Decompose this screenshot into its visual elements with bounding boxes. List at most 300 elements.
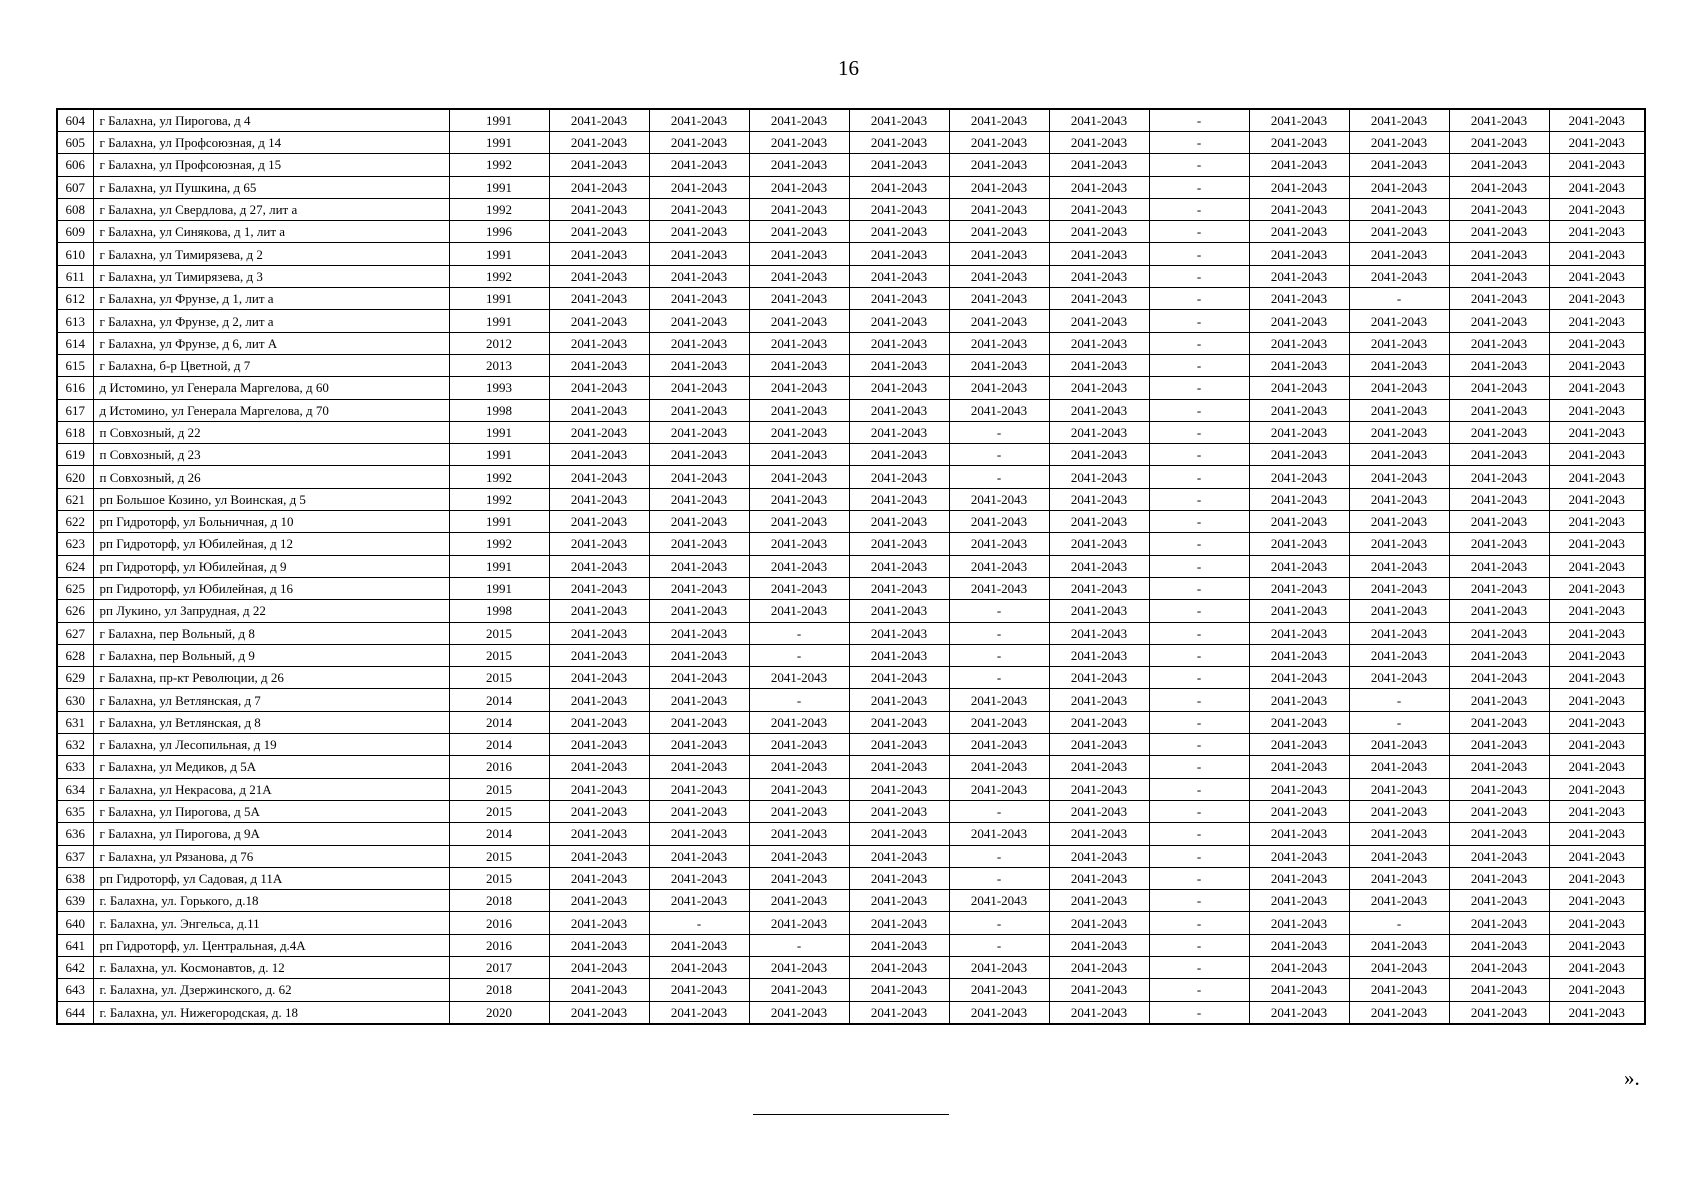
period-cell: 2041-2043 — [1249, 332, 1349, 354]
period-cell: 2041-2043 — [649, 444, 749, 466]
period-cell: 2041-2043 — [649, 109, 749, 132]
period-cell: - — [949, 667, 1049, 689]
period-cell: 2041-2043 — [649, 265, 749, 287]
period-cell: 2041-2043 — [1449, 934, 1549, 956]
address-cell: г Балахна, ул Фрунзе, д 2, лит а — [93, 310, 449, 332]
period-cell: 2041-2043 — [849, 756, 949, 778]
period-cell: 2041-2043 — [1249, 756, 1349, 778]
period-cell: 2041-2043 — [1349, 823, 1449, 845]
table-row — [57, 778, 1645, 800]
period-cell: - — [1149, 667, 1249, 689]
year-cell: 2015 — [449, 667, 549, 689]
period-cell: 2041-2043 — [649, 577, 749, 599]
table-row — [57, 109, 1645, 132]
table-row — [57, 979, 1645, 1001]
period-cell: - — [1149, 533, 1249, 555]
period-cell: 2041-2043 — [649, 890, 749, 912]
period-cell: 2041-2043 — [649, 555, 749, 577]
period-cell: 2041-2043 — [1049, 577, 1149, 599]
period-cell: 2041-2043 — [1549, 800, 1645, 822]
period-cell: 2041-2043 — [1549, 399, 1645, 421]
period-cell: - — [1149, 823, 1249, 845]
repair-schedule-table — [56, 108, 1646, 1025]
period-cell: - — [1349, 711, 1449, 733]
period-cell: 2041-2043 — [749, 421, 849, 443]
period-cell: 2041-2043 — [1049, 823, 1149, 845]
period-cell: 2041-2043 — [649, 667, 749, 689]
year-cell: 1993 — [449, 377, 549, 399]
row-number-cell: 618 — [57, 421, 93, 443]
period-cell: 2041-2043 — [849, 488, 949, 510]
period-cell: 2041-2043 — [1549, 934, 1645, 956]
period-cell: 2041-2043 — [1049, 511, 1149, 533]
period-cell: 2041-2043 — [1349, 198, 1449, 220]
period-cell: 2041-2043 — [1549, 1001, 1645, 1024]
period-cell: 2041-2043 — [1249, 354, 1349, 376]
period-cell: 2041-2043 — [749, 867, 849, 889]
period-cell: - — [1149, 377, 1249, 399]
period-cell: - — [1149, 466, 1249, 488]
table-row — [57, 644, 1645, 666]
period-cell: 2041-2043 — [1349, 622, 1449, 644]
period-cell: 2041-2043 — [1449, 265, 1549, 287]
period-cell: 2041-2043 — [1549, 221, 1645, 243]
row-number-cell: 627 — [57, 622, 93, 644]
period-cell: 2041-2043 — [849, 466, 949, 488]
row-number-cell: 629 — [57, 667, 93, 689]
row-number-cell: 612 — [57, 288, 93, 310]
year-cell: 1991 — [449, 132, 549, 154]
period-cell: 2041-2043 — [649, 176, 749, 198]
period-cell: 2041-2043 — [1049, 600, 1149, 622]
period-cell: 2041-2043 — [849, 734, 949, 756]
period-cell: 2041-2043 — [1449, 577, 1549, 599]
period-cell: 2041-2043 — [749, 109, 849, 132]
period-cell: 2041-2043 — [1449, 644, 1549, 666]
table-row — [57, 845, 1645, 867]
address-cell: г Балахна, ул Некрасова, д 21А — [93, 778, 449, 800]
period-cell: 2041-2043 — [1449, 867, 1549, 889]
period-cell: 2041-2043 — [1249, 600, 1349, 622]
period-cell: 2041-2043 — [1249, 288, 1349, 310]
period-cell: 2041-2043 — [949, 711, 1049, 733]
period-cell: 2041-2043 — [1049, 288, 1149, 310]
period-cell: 2041-2043 — [949, 734, 1049, 756]
period-cell: 2041-2043 — [649, 867, 749, 889]
period-cell: - — [1149, 800, 1249, 822]
period-cell: 2041-2043 — [649, 377, 749, 399]
period-cell: 2041-2043 — [749, 265, 849, 287]
period-cell: 2041-2043 — [949, 890, 1049, 912]
address-cell: г Балахна, ул Тимирязева, д 2 — [93, 243, 449, 265]
period-cell: 2041-2043 — [1049, 354, 1149, 376]
address-cell: г Балахна, пр-кт Революции, д 26 — [93, 667, 449, 689]
period-cell: 2041-2043 — [749, 511, 849, 533]
period-cell: 2041-2043 — [849, 198, 949, 220]
address-cell: г Балахна, ул Тимирязева, д 3 — [93, 265, 449, 287]
period-cell: 2041-2043 — [949, 778, 1049, 800]
period-cell: 2041-2043 — [1349, 132, 1449, 154]
row-number-cell: 625 — [57, 577, 93, 599]
period-cell: 2041-2043 — [1249, 310, 1349, 332]
period-cell: 2041-2043 — [1049, 310, 1149, 332]
period-cell: 2041-2043 — [1049, 444, 1149, 466]
period-cell: 2041-2043 — [549, 421, 649, 443]
period-cell: 2041-2043 — [1349, 667, 1449, 689]
period-cell: 2041-2043 — [1349, 956, 1449, 978]
period-cell: 2041-2043 — [1249, 466, 1349, 488]
period-cell: 2041-2043 — [1549, 711, 1645, 733]
period-cell: 2041-2043 — [549, 622, 649, 644]
period-cell: - — [949, 800, 1049, 822]
address-cell: рп Лукино, ул Запрудная, д 22 — [93, 600, 449, 622]
period-cell: 2041-2043 — [1049, 667, 1149, 689]
row-number-cell: 621 — [57, 488, 93, 510]
period-cell: 2041-2043 — [1349, 221, 1449, 243]
period-cell: - — [949, 466, 1049, 488]
period-cell: - — [949, 934, 1049, 956]
year-cell: 1991 — [449, 555, 549, 577]
period-cell: 2041-2043 — [549, 778, 649, 800]
period-cell: 2041-2043 — [1049, 176, 1149, 198]
table-row — [57, 800, 1645, 822]
year-cell: 2017 — [449, 956, 549, 978]
year-cell: 2020 — [449, 1001, 549, 1024]
address-cell: г Балахна, ул Ветлянская, д 8 — [93, 711, 449, 733]
period-cell: 2041-2043 — [849, 577, 949, 599]
address-cell: рп Гидроторф, ул. Центральная, д.4А — [93, 934, 449, 956]
period-cell: - — [1149, 354, 1249, 376]
period-cell: 2041-2043 — [649, 332, 749, 354]
period-cell: 2041-2043 — [1449, 399, 1549, 421]
table-row — [57, 533, 1645, 555]
table-row — [57, 176, 1645, 198]
period-cell: 2041-2043 — [1349, 577, 1449, 599]
period-cell: 2041-2043 — [549, 823, 649, 845]
table-row — [57, 132, 1645, 154]
period-cell: 2041-2043 — [649, 622, 749, 644]
period-cell: 2041-2043 — [649, 756, 749, 778]
year-cell: 1998 — [449, 399, 549, 421]
period-cell: - — [1149, 198, 1249, 220]
period-cell: 2041-2043 — [1549, 310, 1645, 332]
period-cell: 2041-2043 — [1449, 979, 1549, 1001]
period-cell: - — [749, 934, 849, 956]
table-row — [57, 577, 1645, 599]
period-cell: 2041-2043 — [849, 354, 949, 376]
period-cell: 2041-2043 — [549, 756, 649, 778]
year-cell: 1991 — [449, 511, 549, 533]
period-cell: 2041-2043 — [1349, 890, 1449, 912]
period-cell: 2041-2043 — [1549, 890, 1645, 912]
period-cell: 2041-2043 — [1449, 778, 1549, 800]
period-cell: 2041-2043 — [549, 354, 649, 376]
period-cell: 2041-2043 — [1049, 734, 1149, 756]
year-cell: 1992 — [449, 488, 549, 510]
year-cell: 2015 — [449, 800, 549, 822]
row-number-cell: 623 — [57, 533, 93, 555]
row-number-cell: 607 — [57, 176, 93, 198]
period-cell: 2041-2043 — [549, 667, 649, 689]
period-cell: 2041-2043 — [749, 1001, 849, 1024]
year-cell: 2013 — [449, 354, 549, 376]
period-cell: 2041-2043 — [549, 377, 649, 399]
period-cell: 2041-2043 — [949, 288, 1049, 310]
period-cell: 2041-2043 — [649, 1001, 749, 1024]
period-cell: 2041-2043 — [1249, 444, 1349, 466]
period-cell: 2041-2043 — [549, 176, 649, 198]
period-cell: 2041-2043 — [1349, 778, 1449, 800]
period-cell: 2041-2043 — [749, 488, 849, 510]
row-number-cell: 638 — [57, 867, 93, 889]
page-number: 16 — [838, 56, 859, 80]
period-cell: 2041-2043 — [1549, 756, 1645, 778]
period-cell: 2041-2043 — [749, 533, 849, 555]
period-cell: 2041-2043 — [1549, 132, 1645, 154]
period-cell: 2041-2043 — [1549, 109, 1645, 132]
period-cell: 2041-2043 — [1249, 689, 1349, 711]
period-cell: - — [1149, 421, 1249, 443]
period-cell: - — [1149, 511, 1249, 533]
period-cell: 2041-2043 — [949, 221, 1049, 243]
period-cell: 2041-2043 — [1249, 823, 1349, 845]
row-number-cell: 632 — [57, 734, 93, 756]
period-cell: - — [1349, 288, 1449, 310]
period-cell: 2041-2043 — [1249, 511, 1349, 533]
period-cell: 2041-2043 — [649, 533, 749, 555]
row-number-cell: 643 — [57, 979, 93, 1001]
period-cell: 2041-2043 — [649, 132, 749, 154]
row-number-cell: 609 — [57, 221, 93, 243]
period-cell: - — [949, 622, 1049, 644]
period-cell: 2041-2043 — [1249, 399, 1349, 421]
row-number-cell: 628 — [57, 644, 93, 666]
period-cell: 2041-2043 — [1049, 845, 1149, 867]
year-cell: 2015 — [449, 644, 549, 666]
row-number-cell: 642 — [57, 956, 93, 978]
period-cell: 2041-2043 — [749, 845, 849, 867]
period-cell: 2041-2043 — [649, 288, 749, 310]
period-cell: 2041-2043 — [849, 444, 949, 466]
row-number-cell: 611 — [57, 265, 93, 287]
period-cell: 2041-2043 — [1049, 332, 1149, 354]
period-cell: 2041-2043 — [549, 221, 649, 243]
period-cell: 2041-2043 — [1549, 956, 1645, 978]
row-number-cell: 631 — [57, 711, 93, 733]
year-cell: 2018 — [449, 890, 549, 912]
period-cell: 2041-2043 — [649, 421, 749, 443]
period-cell: 2041-2043 — [1349, 399, 1449, 421]
period-cell: 2041-2043 — [849, 176, 949, 198]
period-cell: 2041-2043 — [1549, 444, 1645, 466]
period-cell: - — [1149, 890, 1249, 912]
period-cell: 2041-2043 — [649, 243, 749, 265]
table-row — [57, 198, 1645, 220]
period-cell: 2041-2043 — [1449, 444, 1549, 466]
period-cell: - — [1349, 912, 1449, 934]
year-cell: 1991 — [449, 109, 549, 132]
period-cell: 2041-2043 — [749, 956, 849, 978]
period-cell: 2041-2043 — [1549, 912, 1645, 934]
period-cell: 2041-2043 — [949, 577, 1049, 599]
table-row — [57, 756, 1645, 778]
period-cell: 2041-2043 — [749, 823, 849, 845]
table-row — [57, 689, 1645, 711]
period-cell: 2041-2043 — [1449, 600, 1549, 622]
period-cell: 2041-2043 — [949, 310, 1049, 332]
period-cell: 2041-2043 — [549, 332, 649, 354]
address-cell: г. Балахна, ул. Нижегородская, д. 18 — [93, 1001, 449, 1024]
period-cell: 2041-2043 — [1449, 198, 1549, 220]
address-cell: рп Гидроторф, ул Юбилейная, д 16 — [93, 577, 449, 599]
year-cell: 1991 — [449, 176, 549, 198]
year-cell: 1992 — [449, 154, 549, 176]
period-cell: 2041-2043 — [1349, 154, 1449, 176]
period-cell: 2041-2043 — [1549, 600, 1645, 622]
period-cell: 2041-2043 — [649, 310, 749, 332]
year-cell: 2016 — [449, 756, 549, 778]
period-cell: 2041-2043 — [1449, 890, 1549, 912]
address-cell: г Балахна, пер Вольный, д 9 — [93, 644, 449, 666]
period-cell: - — [1149, 956, 1249, 978]
period-cell: 2041-2043 — [949, 488, 1049, 510]
period-cell: - — [949, 644, 1049, 666]
period-cell: - — [649, 912, 749, 934]
row-number-cell: 616 — [57, 377, 93, 399]
period-cell: 2041-2043 — [1249, 377, 1349, 399]
table-row — [57, 288, 1645, 310]
period-cell: 2041-2043 — [1449, 956, 1549, 978]
row-number-cell: 630 — [57, 689, 93, 711]
period-cell: 2041-2043 — [1249, 1001, 1349, 1024]
period-cell: 2041-2043 — [1449, 734, 1549, 756]
period-cell: 2041-2043 — [749, 176, 849, 198]
period-cell: 2041-2043 — [1549, 867, 1645, 889]
period-cell: 2041-2043 — [1249, 555, 1349, 577]
period-cell: 2041-2043 — [1449, 154, 1549, 176]
period-cell: - — [1149, 555, 1249, 577]
row-number-cell: 619 — [57, 444, 93, 466]
period-cell: - — [749, 644, 849, 666]
table-row — [57, 511, 1645, 533]
period-cell: 2041-2043 — [1349, 265, 1449, 287]
period-cell: 2041-2043 — [649, 644, 749, 666]
address-cell: г. Балахна, ул. Дзержинского, д. 62 — [93, 979, 449, 1001]
period-cell: 2041-2043 — [649, 956, 749, 978]
address-cell: г Балахна, ул Ветлянская, д 7 — [93, 689, 449, 711]
year-cell: 2015 — [449, 867, 549, 889]
period-cell: 2041-2043 — [1049, 1001, 1149, 1024]
period-cell: 2041-2043 — [749, 800, 849, 822]
period-cell: 2041-2043 — [1249, 912, 1349, 934]
period-cell: 2041-2043 — [1049, 399, 1149, 421]
period-cell: 2041-2043 — [1549, 288, 1645, 310]
address-cell: г. Балахна, ул. Космонавтов, д. 12 — [93, 956, 449, 978]
period-cell: 2041-2043 — [1349, 1001, 1449, 1024]
period-cell: - — [949, 444, 1049, 466]
period-cell: 2041-2043 — [749, 734, 849, 756]
period-cell: 2041-2043 — [1549, 243, 1645, 265]
period-cell: 2041-2043 — [1449, 310, 1549, 332]
period-cell: 2041-2043 — [1549, 778, 1645, 800]
address-cell: рп Большое Козино, ул Воинская, д 5 — [93, 488, 449, 510]
year-cell: 1992 — [449, 533, 549, 555]
period-cell: 2041-2043 — [849, 265, 949, 287]
period-cell: 2041-2043 — [1049, 979, 1149, 1001]
period-cell: 2041-2043 — [1249, 421, 1349, 443]
year-cell: 2014 — [449, 734, 549, 756]
period-cell: 2041-2043 — [1049, 377, 1149, 399]
year-cell: 2015 — [449, 845, 549, 867]
period-cell: 2041-2043 — [949, 243, 1049, 265]
period-cell: 2041-2043 — [949, 555, 1049, 577]
period-cell: 2041-2043 — [949, 756, 1049, 778]
period-cell: 2041-2043 — [1249, 577, 1349, 599]
period-cell: 2041-2043 — [849, 221, 949, 243]
period-cell: 2041-2043 — [549, 845, 649, 867]
period-cell: 2041-2043 — [849, 243, 949, 265]
period-cell: 2041-2043 — [1549, 667, 1645, 689]
period-cell: 2041-2043 — [549, 399, 649, 421]
table-row — [57, 711, 1645, 733]
period-cell: 2041-2043 — [1349, 800, 1449, 822]
period-cell: 2041-2043 — [1349, 332, 1449, 354]
period-cell: 2041-2043 — [1049, 555, 1149, 577]
period-cell: 2041-2043 — [849, 154, 949, 176]
period-cell: 2041-2043 — [1049, 265, 1149, 287]
address-cell: п Совхозный, д 26 — [93, 466, 449, 488]
period-cell: 2041-2043 — [1249, 622, 1349, 644]
period-cell: 2041-2043 — [649, 154, 749, 176]
period-cell: 2041-2043 — [1249, 198, 1349, 220]
period-cell: 2041-2043 — [1049, 154, 1149, 176]
period-cell: - — [1149, 756, 1249, 778]
row-number-cell: 615 — [57, 354, 93, 376]
period-cell: 2041-2043 — [1449, 555, 1549, 577]
address-cell: г. Балахна, ул. Энгельса, д.11 — [93, 912, 449, 934]
period-cell: 2041-2043 — [1249, 956, 1349, 978]
address-cell: г Балахна, б-р Цветной, д 7 — [93, 354, 449, 376]
period-cell: 2041-2043 — [1349, 533, 1449, 555]
period-cell: 2041-2043 — [1549, 577, 1645, 599]
period-cell: 2041-2043 — [1349, 377, 1449, 399]
table-row — [57, 890, 1645, 912]
period-cell: - — [1149, 577, 1249, 599]
period-cell: - — [1149, 176, 1249, 198]
period-cell: 2041-2043 — [849, 399, 949, 421]
period-cell: 2041-2043 — [1249, 800, 1349, 822]
period-cell: 2041-2043 — [549, 466, 649, 488]
row-number-cell: 635 — [57, 800, 93, 822]
period-cell: 2041-2043 — [849, 956, 949, 978]
year-cell: 1991 — [449, 310, 549, 332]
table-row — [57, 265, 1645, 287]
table-row — [57, 354, 1645, 376]
row-number-cell: 622 — [57, 511, 93, 533]
period-cell: 2041-2043 — [1049, 644, 1149, 666]
period-cell: 2041-2043 — [1249, 221, 1349, 243]
period-cell: 2041-2043 — [1549, 488, 1645, 510]
period-cell: 2041-2043 — [949, 399, 1049, 421]
year-cell: 2016 — [449, 934, 549, 956]
period-cell: 2041-2043 — [1349, 555, 1449, 577]
period-cell: 2041-2043 — [749, 466, 849, 488]
period-cell: 2041-2043 — [1549, 845, 1645, 867]
period-cell: 2041-2043 — [1349, 488, 1449, 510]
table-row — [57, 421, 1645, 443]
period-cell: - — [1149, 132, 1249, 154]
period-cell: 2041-2043 — [1349, 756, 1449, 778]
